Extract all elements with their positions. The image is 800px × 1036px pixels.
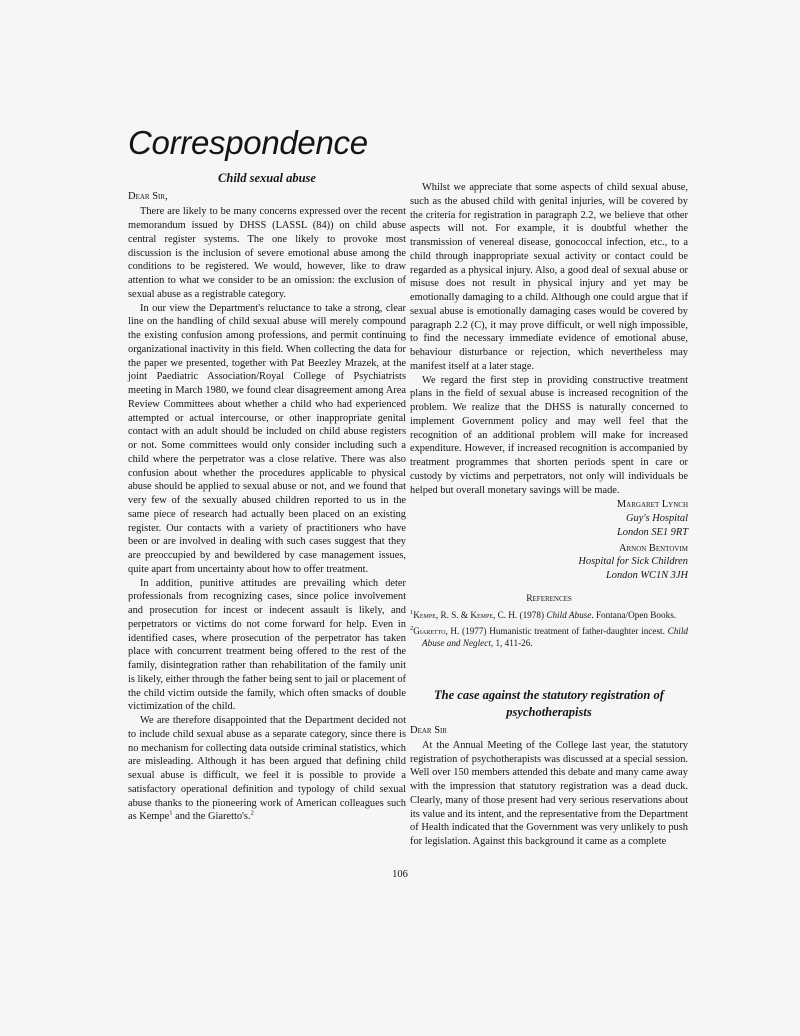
paragraph: We regard the first step in providing constructive treatment plans in the field of sexual abuse is increased recognition of the problem. We realize that the DHSS is naturally concerned to implement Government policy and may well feel that the recognition of an additional problem will make for increased expenditure. However, if increased recognition is accompanied by treatment programmes that shorten periods spent in care or custody by victims and perpetrators, not only will individuals be helped but overall monetary savings will be made. <box>410 374 688 496</box>
page-number: 106 <box>392 869 408 880</box>
paragraph: At the Annual Meeting of the College last year, the statutory registration of psychotherapists was discussed at a special session. Well over 150 members attended this debate and many came away with the impression that statutory registration was a dead duck. Clearly, many of those present had very serious reservations about its value and its intent, and the representative from the Department of Health indicated that the Government was very unlikely to push for legislation. Against this background it came as a complete <box>410 739 688 848</box>
paragraph: Whilst we appreciate that some aspects of child sexual abuse, such as the abused child with genital injuries, will be covered by the criteria for registration in paragraph 2.2, we believe that other aspects will not. For example, it is doubtful whether the transmission of venereal disease, gonococcal infection, etc., to a child through inappropriate sexual activity or contact could be regarded as a physical injury. Also, a good deal of sexual abuse or misuse does not result in physical injury and yet may be emotionally damaging to a child. Although one could argue that if sexual abuse is emotionally damaging cases would be covered by paragraph 2.2 (C), it may prove difficult, or well nigh impossible, to find the necessary immediate evidence of emotional abuse, behaviour disturbance or rejection, which nevertheless may manifest itself at a later stage. <box>410 182 688 372</box>
reference-year: (1977) Humanistic treatment of father-daughter incest. <box>459 625 668 636</box>
second-article <box>410 687 688 849</box>
signatory-address: London SE1 9RT <box>616 526 688 538</box>
signatory-affiliation: Guy's Hospital <box>626 513 688 524</box>
reference-entry <box>410 609 688 621</box>
signatory-name: Arnon Bentovim <box>618 542 688 554</box>
reference-number: 2 <box>410 624 414 632</box>
signature-block <box>410 498 688 583</box>
article-title-line: The case against the statutory registration of <box>434 688 664 703</box>
reference-title: Child Abuse and Neglect <box>422 625 688 649</box>
reference-rest: . Fontana/Open Books. <box>591 609 677 620</box>
reference-authors: Kempe, R. S. & Kempe, C. H. <box>413 609 518 620</box>
reference-marker[interactable]: 1 <box>169 809 173 817</box>
reference-number: 1 <box>410 608 414 616</box>
signatory-address: London WC1N 3JH <box>606 570 688 581</box>
salutation: Dear Sir, <box>128 191 168 203</box>
paragraph: In addition, punitive attitudes are prevailing which deter professionals from recognizing cases, since police involvement and prosecution for incest or indecent assault is likely, and perpetrators or victims do not come forward for help. Even in identified cases, where prosecution of the perpetrator has taken place with concurrent treatment being offered to the rest of the family, disintegration rather than rehabilitation of the family unit is likely, either through the father being sent to jail or placement of the child victim outside the family, which often smacks of double victimization of the child. <box>128 577 406 713</box>
paragraph-text: We are therefore disappointed that the Department decided not to include child sexual abuse as a separate category, since there is no mechanism for collecting data outside criminal statistics, which are misleading. Although it has been argued that defining child sexual abuse is difficult, we feel it is possible to provide a satisfactory operational definition and typology of child sexual abuse thanks to the pioneering work of American colleagues such as Kempe <box>128 715 406 823</box>
salutation: Dear Sir <box>410 724 448 736</box>
reference-entry <box>410 625 688 649</box>
reference-year: (1978) <box>517 609 547 620</box>
signatory-affiliation: Hospital for Sick Children <box>578 556 688 568</box>
reference-marker[interactable]: 2 <box>250 809 254 817</box>
section-heading: Correspondence <box>128 124 368 161</box>
article-title <box>410 687 688 720</box>
reference-rest: , 1, 411-26. <box>490 638 533 649</box>
paragraph-text: and the Giaretto's. <box>172 811 251 823</box>
article-title-line: psychotherapists <box>506 704 592 719</box>
left-column <box>128 166 406 824</box>
references-heading: References <box>526 593 572 604</box>
paragraph <box>128 714 406 824</box>
reference-authors: Giaretto, H. <box>413 625 460 636</box>
reference-title: Child Abuse <box>546 609 592 620</box>
paragraph: There are likely to be many concerns expressed over the recent memorandum issued by DHSS (LASSL (84)) on child abuse central register systems. The one likely to provoke most discussion is the inclusion of severe emotional abuse among the conditions to be registered. We would, however, like to draw attention to what we consider to be an omission: the exclusion of sexual abuse as a registrable category. <box>128 206 406 300</box>
right-column <box>410 181 688 849</box>
paragraph: In our view the Department's reluctance to take a strong, clear line on the handling of child sexual abuse will merely compound the existing confusion among professions, and permit continuing organizational inactivity in this field. When collecting the data for the paper we presented, together with Pat Beezley Mrazek, at the joint Paediatric Association/Royal College of Psychiatrists meeting in March 1980, we found clear disagreement among Area Review Committees about whether a child who had experienced attempted or actual intercourse, or other inappropriate genital contact with an adult should be included on child abuse registers or not. Some committees would only consider including such a child where the perpetrator was a close relative. There was also confusion about whether the procedures applicable to physical abuse should be applied to sexual abuse or not, and we found that very few of the sexually abused children reported to us in the same piece of research had actually been placed on an existing register. Our contacts with a variety of practitioners who have been or are involved in dealing with such cases suggest that they are preoccupied by and bewildered by case management issues, quite apart from uncertainty about how to offer treatment. <box>128 302 406 575</box>
signatory-name: Margaret Lynch <box>616 499 688 511</box>
article-title: Child sexual abuse <box>218 171 316 185</box>
